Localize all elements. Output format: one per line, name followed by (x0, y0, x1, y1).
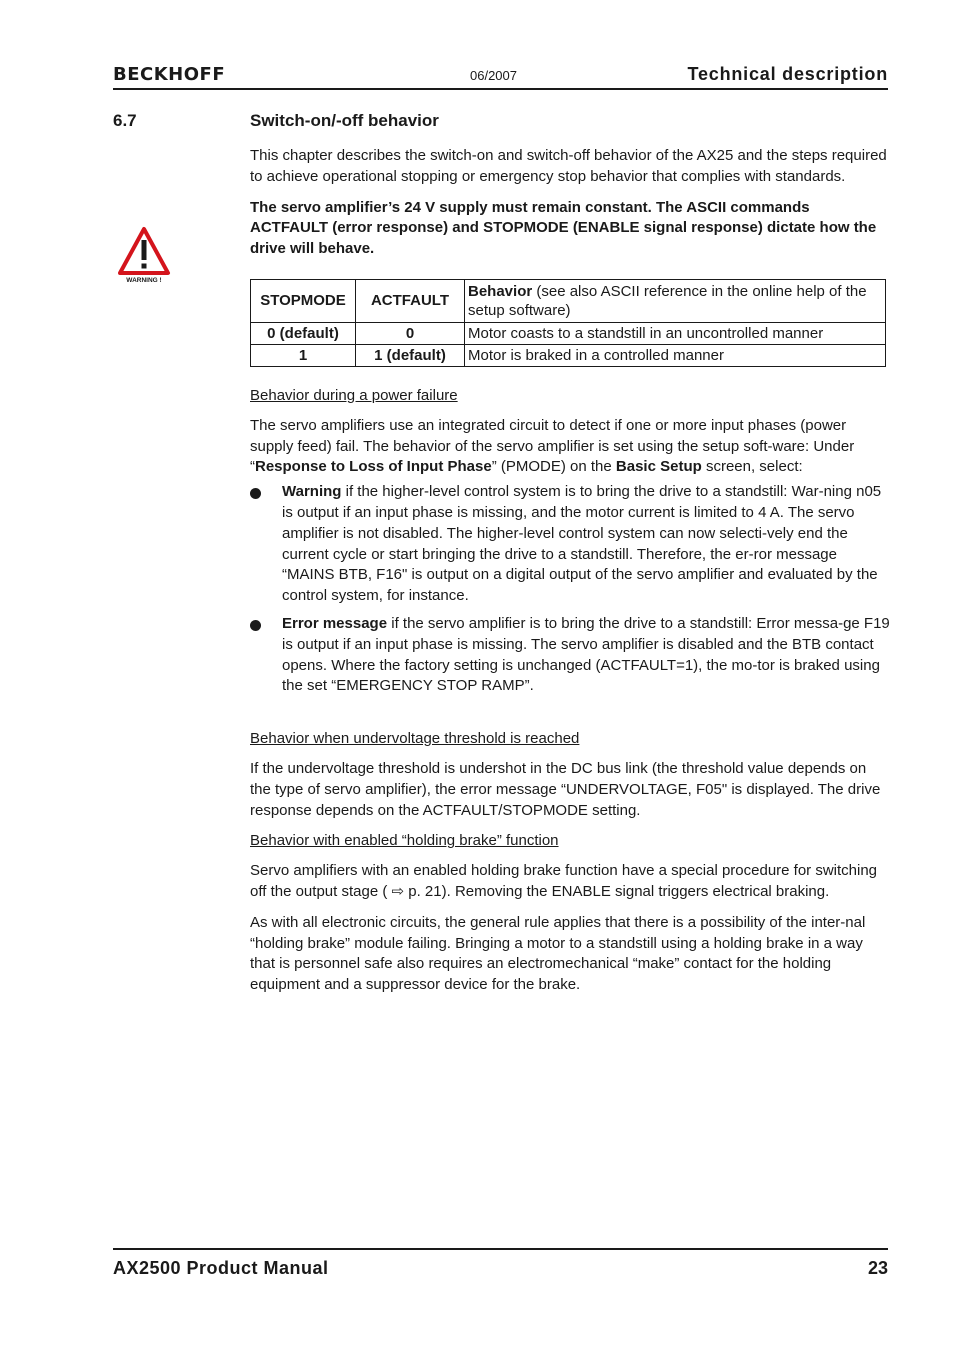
bullet-text: if the higher-level control system is to bring the drive to a standstill: War-ning n05 is output if an input phase is missing, and the motor current is limited to 4 A. The servo amplifier is not disabled. The higher-level control system can now selecti-vely end the current cycle or start bringing the drive to a standstill. Therefore, the er-ror message “MAINS BTB, F16" is output on a digital output of the servo amplifier and evaluated by the control system, for instance. (282, 483, 882, 605)
bullet-term: Warning (282, 483, 342, 501)
text-span: The servo amplifiers use an integrated circuit to detect if one or more input phases (power supply feed) fail. The behavior of the servo amplifier is set using the setup soft-ware: Under “ (250, 416, 855, 476)
text-span: screen, select: (701, 458, 803, 476)
text-span: p. 21). Removing the ENABLE signal triggers electrical braking. (404, 882, 830, 900)
brand-logo: BECKHOFF (113, 64, 226, 85)
holding-brake-paragraph-2: As with all electronic circuits, the general rule applies that there is a possibility of the inter-nal “holding brake” module failing. Bringing a motor to a standstill using a holding brake in a way that is personnel safe also requires an electromechanical “make” contact for the holding equipment and a suppressor device for the brake. (250, 913, 866, 994)
cell-stopmode: 1 (251, 344, 356, 366)
cell-actfault: 1 (default) (356, 344, 465, 366)
section-title: Switch-on/-off behavior (250, 111, 439, 130)
list-item (250, 614, 890, 697)
behavior-table (250, 279, 886, 367)
list-item (250, 482, 890, 607)
bullet-term: Error message (282, 614, 388, 632)
warning-triangle-icon (116, 225, 172, 285)
cell-behavior: Motor coasts to a standstill in an uncontrolled manner (465, 322, 886, 344)
header-actfault: ACTFAULT (356, 279, 465, 322)
bullet-icon (250, 488, 261, 499)
arrow-right-icon: ⇨ (391, 882, 405, 900)
cell-stopmode: 0 (default) (251, 322, 356, 344)
header-stopmode: STOPMODE (251, 279, 356, 322)
power-failure-options (250, 482, 890, 697)
header-title: Technical description (687, 64, 888, 84)
text-span: ” (PMODE) on the (491, 458, 616, 476)
page-number: 23 (867, 1258, 888, 1278)
cell-actfault: 0 (356, 322, 465, 344)
warning-text: The servo amplifier’s 24 V supply must remain constant. The ASCII commands ACTFAULT (error response) and STOPMODE (ENABLE signal response) dictate how the drive will behave. (250, 198, 877, 258)
footer-title: AX2500 Product Manual (113, 1258, 329, 1278)
holding-brake-paragraph (250, 861, 890, 903)
holding-brake-heading: Behavior with enabled “holding brake” function (250, 832, 559, 850)
warning-icon-label: WARNING ! (126, 277, 162, 284)
text-span: Servo amplifiers with an enabled holding brake function have a special procedure for switching off the output stage ( (250, 862, 878, 900)
page-header (113, 60, 888, 90)
table-row (251, 344, 886, 366)
header-behavior-note: (see also ASCII reference in the online help of the setup software) (468, 282, 867, 319)
undervoltage-heading: Behavior when undervoltage threshold is reached (250, 730, 580, 748)
power-failure-paragraph (250, 416, 890, 478)
bold-span: Basic Setup (615, 458, 702, 476)
undervoltage-paragraph: If the undervoltage threshold is undershot in the DC bus link (the threshold value depends on the type of servo amplifier), the error message “UNDERVOLTAGE, F05" is displayed. The drive response depends on the ACTFAULT/STOPMODE setting. (250, 759, 881, 819)
intro-paragraph: This chapter describes the switch-on and switch-off behavior of the AX25 and the steps required to achieve operational stopping or emergency stop behavior that complies with standards. (250, 147, 887, 185)
bullet-text: if the servo amplifier is to bring the drive to a standstill: Error messa-ge F19 is output if an input phase is missing. The servo amplifier is disabled and the BTB contact opens. Where the factory setting is unchanged (ACTFAULT=1), the mo-tor is braked using the set “EMERGENCY STOP RAMP”. (282, 614, 890, 695)
section-number: 6.7 (113, 111, 137, 130)
bullet-icon (250, 620, 261, 631)
table-header-row (251, 279, 886, 322)
power-failure-heading: Behavior during a power failure (250, 386, 458, 404)
cell-behavior: Motor is braked in a controlled manner (465, 344, 886, 366)
header-behavior (465, 279, 886, 322)
page-footer (113, 1248, 888, 1278)
table-row (251, 322, 886, 344)
bold-span: Response to Loss of Input Phase (255, 458, 492, 476)
header-behavior-bold: Behavior (468, 282, 533, 300)
header-date: 06/2007 (470, 68, 517, 83)
main-content (250, 146, 890, 1006)
